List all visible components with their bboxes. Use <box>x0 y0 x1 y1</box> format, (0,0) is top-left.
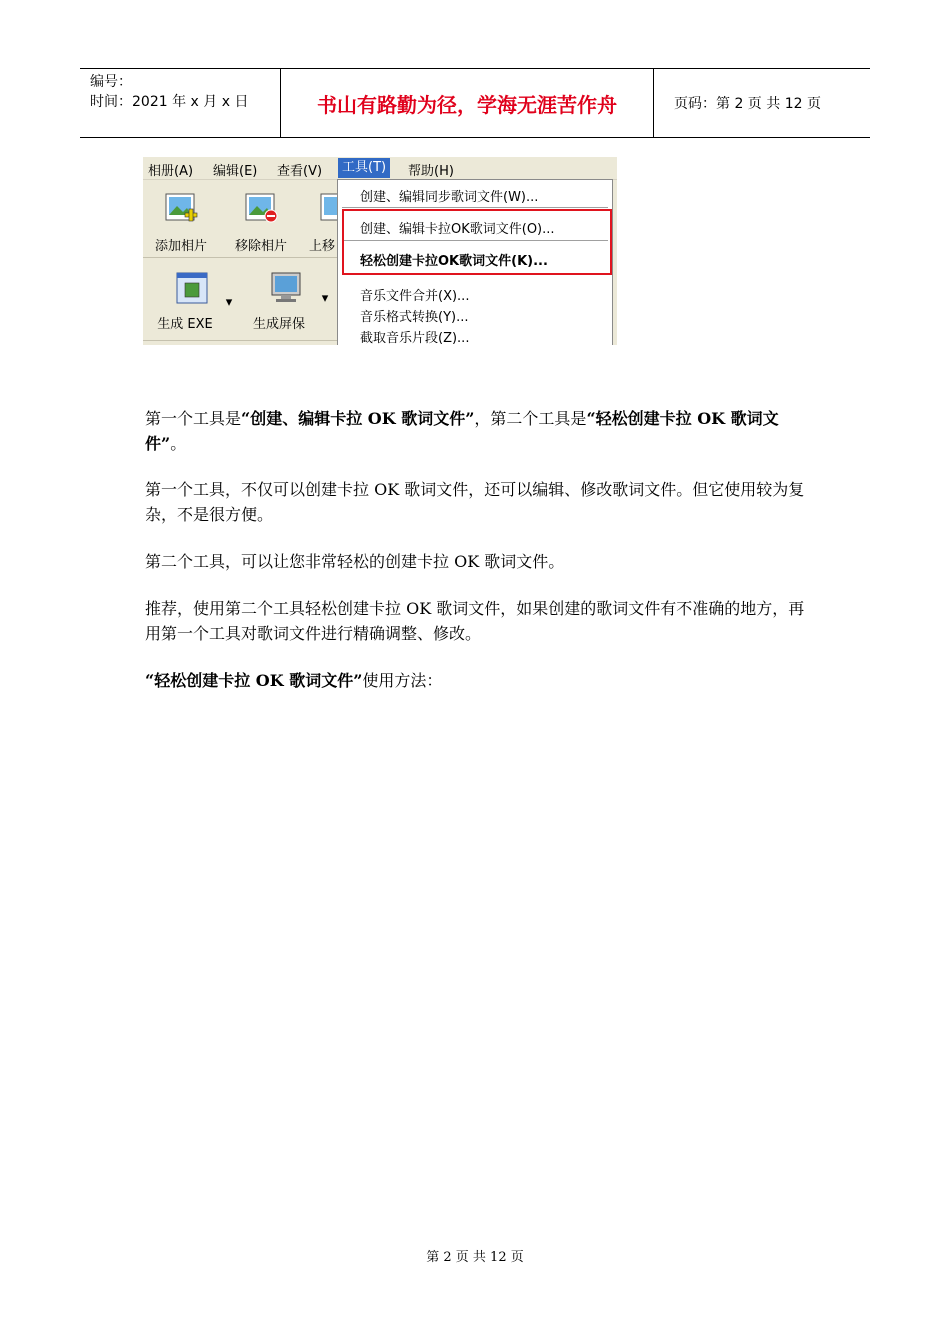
remove-photo-label: 移除相片 <box>234 239 287 254</box>
number-label: 编号： <box>90 74 132 90</box>
menu-tools[interactable]: 工具(T) <box>338 158 390 178</box>
move-up-icon <box>317 191 339 229</box>
date-label: 时间：2021 年 x 月 x 日 <box>90 94 249 110</box>
paragraph-tools-intro: 第一个工具是“创建、编辑卡拉 OK 歌词文件”，第二个工具是“轻松创建卡拉 OK 歌词文件”。 <box>145 409 779 453</box>
menu-bar <box>143 157 617 180</box>
menu-edit[interactable]: 编辑(E) <box>213 164 258 179</box>
header-info-cell <box>80 69 281 137</box>
add-photo-label: 添加相片 <box>154 239 207 254</box>
tool-two-name: “轻松创建卡拉 OK 歌词文件” <box>145 409 779 453</box>
tools-dropdown-menu <box>337 179 613 345</box>
move-up-label: 上移 <box>309 239 336 254</box>
exe-icon <box>173 269 211 307</box>
menu-item-sync-lyrics[interactable]: 创建、编辑同步歌词文件(W)... <box>360 190 539 205</box>
menu-album[interactable]: 相册(A) <box>148 164 194 179</box>
toolbar-bottom-divider <box>143 340 339 341</box>
build-screensaver-button[interactable] <box>243 269 315 332</box>
screensaver-dropdown-arrow[interactable]: ▾ <box>321 291 329 306</box>
tool-one-name: “创建、编辑卡拉 OK 歌词文件” <box>241 409 475 428</box>
page-number-label: 页码：第 2 页 共 12 页 <box>674 96 821 112</box>
menu-item-convert-audio[interactable]: 音乐格式转换(Y)... <box>360 310 469 325</box>
highlight-box <box>342 209 612 275</box>
build-screensaver-label: 生成屏保 <box>252 317 305 332</box>
build-exe-button[interactable] <box>149 269 221 332</box>
page-header <box>80 68 870 138</box>
menu-item-merge-audio[interactable]: 音乐文件合并(X)... <box>360 289 470 304</box>
menu-item-easy-karaoke[interactable]: 轻松创建卡拉OK歌词文件(K)... <box>360 254 548 269</box>
screensaver-icon <box>267 269 305 307</box>
paragraph-tool-one: 第一个工具，不仅可以创建卡拉 OK 歌词文件，还可以编辑、修改歌词文件。但它使用较为复杂，不是很方便。 <box>145 480 805 524</box>
move-up-button[interactable] <box>309 191 339 254</box>
app-screenshot <box>143 157 617 345</box>
menu-separator <box>342 207 608 208</box>
build-exe-label: 生成 EXE <box>157 317 213 332</box>
add-photo-button[interactable] <box>149 191 213 254</box>
remove-photo-icon <box>242 191 280 229</box>
add-photo-icon <box>162 191 200 229</box>
exe-dropdown-arrow[interactable]: ▾ <box>225 295 233 310</box>
motto: 书山有路勤为径，学海无涯苦作舟 <box>281 69 654 137</box>
paragraph-tool-two: 第二个工具，可以让您非常轻松的创建卡拉 OK 歌词文件。 <box>145 552 565 571</box>
paragraph-recommendation: 推荐，使用第二个工具轻松创建卡拉 OK 歌词文件，如果创建的歌词文件有不准确的地方，再用第一个工具对歌词文件进行精确调整、修改。 <box>145 599 805 643</box>
menu-item-karaoke-editor[interactable]: 创建、编辑卡拉OK歌词文件(O)... <box>360 222 555 237</box>
menu-view[interactable]: 查看(V) <box>277 164 323 179</box>
paragraph-usage-heading: “轻松创建卡拉 OK 歌词文件”使用方法： <box>145 671 443 690</box>
usage-tool-name: “轻松创建卡拉 OK 歌词文件” <box>145 671 363 690</box>
remove-photo-button[interactable] <box>229 191 293 254</box>
page-footer: 第 2 页 共 12 页 <box>426 1250 524 1265</box>
menu-item-cut-audio[interactable]: 截取音乐片段(Z)... <box>360 331 470 345</box>
toolbar-divider <box>143 257 339 258</box>
menu-help[interactable]: 帮助(H) <box>408 164 454 179</box>
